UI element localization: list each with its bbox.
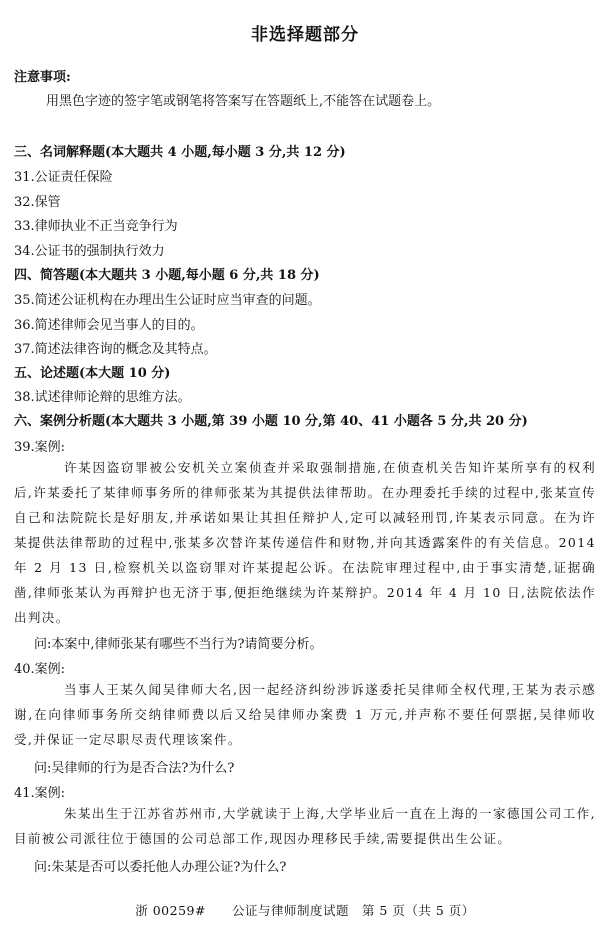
question-39-case-text: 许某因盗窃罪被公安机关立案侦查并采取强制措施,在侦查机关告知许某所享有的权利后,许某委托了某律师事务所的律师张某为其提供法律帮助。在办理委托手续的过程中,张某宣传自己和法院院长是好朋友,并承诺如果让其担任辩护人,定可以减轻刑罚,许某表示同意。在为许某提供法律帮助的过程中,张某多次替许某传递信件和财物,并向其透露案件的有关信息。2014 年 2 月 13 日,检察机关以盗窃罪对许某提起公诉。在法院审理过程中,由于事实清楚,证据确凿,律师张某认为再辩护也无济于事,便拒绝继续为许某辩护。2014 年 4 月 10 日,法院依法作出判决。	[14, 460, 596, 625]
question-39-label: 39.案例:	[14, 440, 66, 455]
question-40-label: 40.案例:	[14, 662, 66, 677]
question-37: 37.简述法律咨询的概念及其特点。	[14, 342, 217, 357]
page-footer: 浙 00259# 公证与律师制度试题 第 5 页（共 5 页）	[135, 903, 475, 918]
notice-text: 用黑色字迹的签字笔或钢笔将答案写在答题纸上,不能答在试题卷上。	[46, 94, 441, 109]
question-35: 35.简述公证机构在办理出生公证时应当审查的问题。	[14, 293, 321, 308]
question-31: 31.公证责任保险	[14, 170, 113, 185]
notice-label: 注意事项:	[14, 70, 71, 85]
question-33: 33.律师执业不正当竞争行为	[14, 219, 178, 234]
question-41-label: 41.案例:	[14, 786, 66, 801]
question-41-prompt: 问:朱某是否可以委托他人办理公证?为什么?	[34, 860, 287, 875]
page-title: 非选择题部分	[251, 25, 359, 45]
section-3-heading: 三、名词解释题(本大题共 4 小题,每小题 3 分,共 12 分)	[14, 145, 346, 160]
question-40-case-text: 当事人王某久闻吴律师大名,因一起经济纠纷涉诉遂委托吴律师全权代理,王某为表示感谢,在向律师事务所交纳律师费以后又给吴律师办案费 1 万元,并声称不要任何票据,吴律师收受,并保证一定尽职尽责代理该案件。	[14, 682, 596, 747]
section-5-heading: 五、论述题(本大题 10 分)	[14, 366, 171, 381]
question-41-case-text: 朱某出生于江苏省苏州市,大学就读于上海,大学毕业后一直在上海的一家德国公司工作,目前被公司派往位于德国的公司总部工作,现因办理移民手续,需要提供出生公证。	[14, 806, 596, 846]
question-39-prompt: 问:本案中,律师张某有哪些不当行为?请简要分析。	[34, 637, 323, 652]
section-4-heading: 四、简答题(本大题共 3 小题,每小题 6 分,共 18 分)	[14, 268, 320, 283]
question-36: 36.简述律师会见当事人的目的。	[14, 318, 204, 333]
question-34: 34.公证书的强制执行效力	[14, 244, 165, 259]
section-6-heading: 六、案例分析题(本大题共 3 小题,第 39 小题 10 分,第 40、41 小题各 5 分,共 20 分)	[14, 414, 528, 429]
question-40-prompt: 问:吴律师的行为是否合法?为什么?	[34, 761, 235, 776]
question-32: 32.保管	[14, 195, 61, 210]
question-38: 38.试述律师论辩的思维方法。	[14, 390, 191, 405]
